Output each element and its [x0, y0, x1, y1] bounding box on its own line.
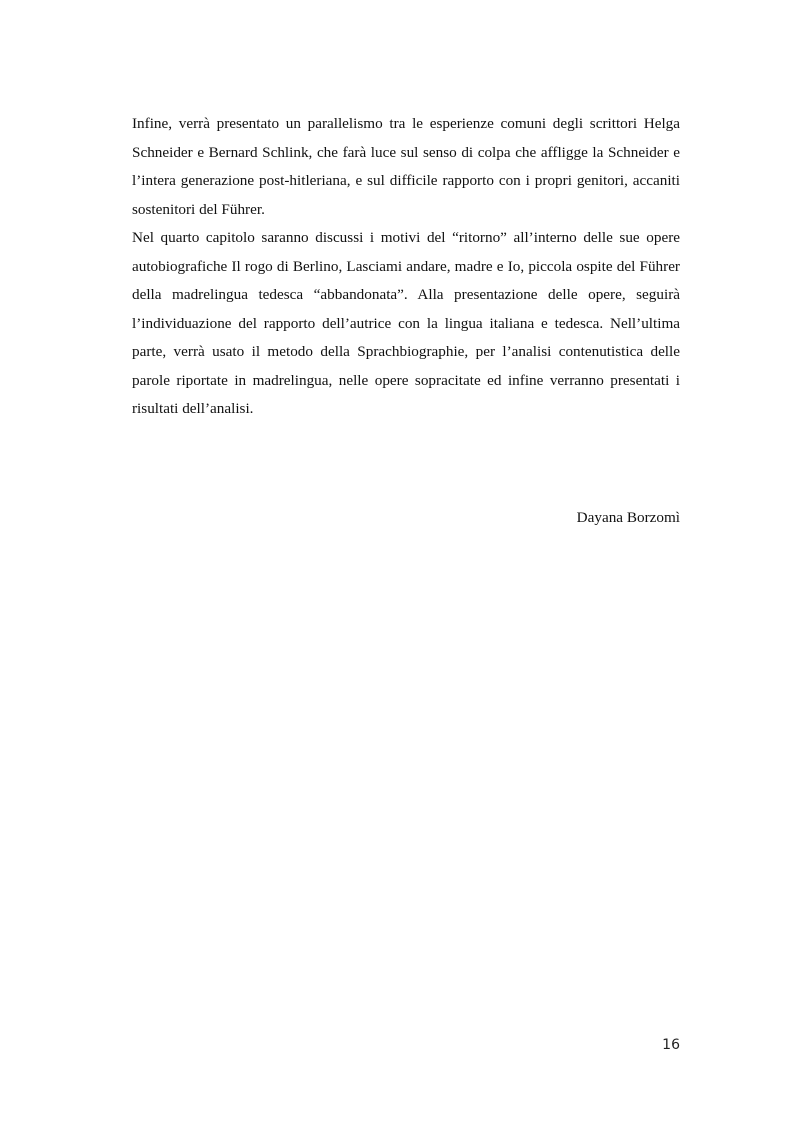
- page-number: 16: [662, 1037, 680, 1053]
- body-text: [132, 110, 680, 424]
- paragraph-fourth-chapter: Nel quarto capitolo saranno discussi i motivi del “ritorno” all’interno delle sue opere autobiografiche Il rogo di Berlino, Lasciami andare, madre e Io, piccola ospite del Führer della madrelingua tedesca “abbandonata”. Alla presentazione delle opere, seguirà l’individuazione del rapporto dell’autrice con la lingua italiana e tedesca. Nell’ultima parte, verrà usato il metodo della Sprachbiographie, per l’analisi contenutistica delle parole riportate in madrelingua, nelle opere sopracitate ed infine verranno presentati i risultati dell’analisi.: [132, 229, 680, 417]
- paragraph-parallelism: Infine, verrà presentato un parallelismo tra le esperienze comuni degli scrittori Helga Schneider e Bernard Schlink, che farà luce sul senso di colpa che affligge la Schneider e l’intera generazione post-hitleriana, e sul difficile rapporto con i propri genitori, accaniti sostenitori del Führer.: [132, 115, 680, 218]
- author-signature: Dayana Borzomì: [576, 509, 680, 526]
